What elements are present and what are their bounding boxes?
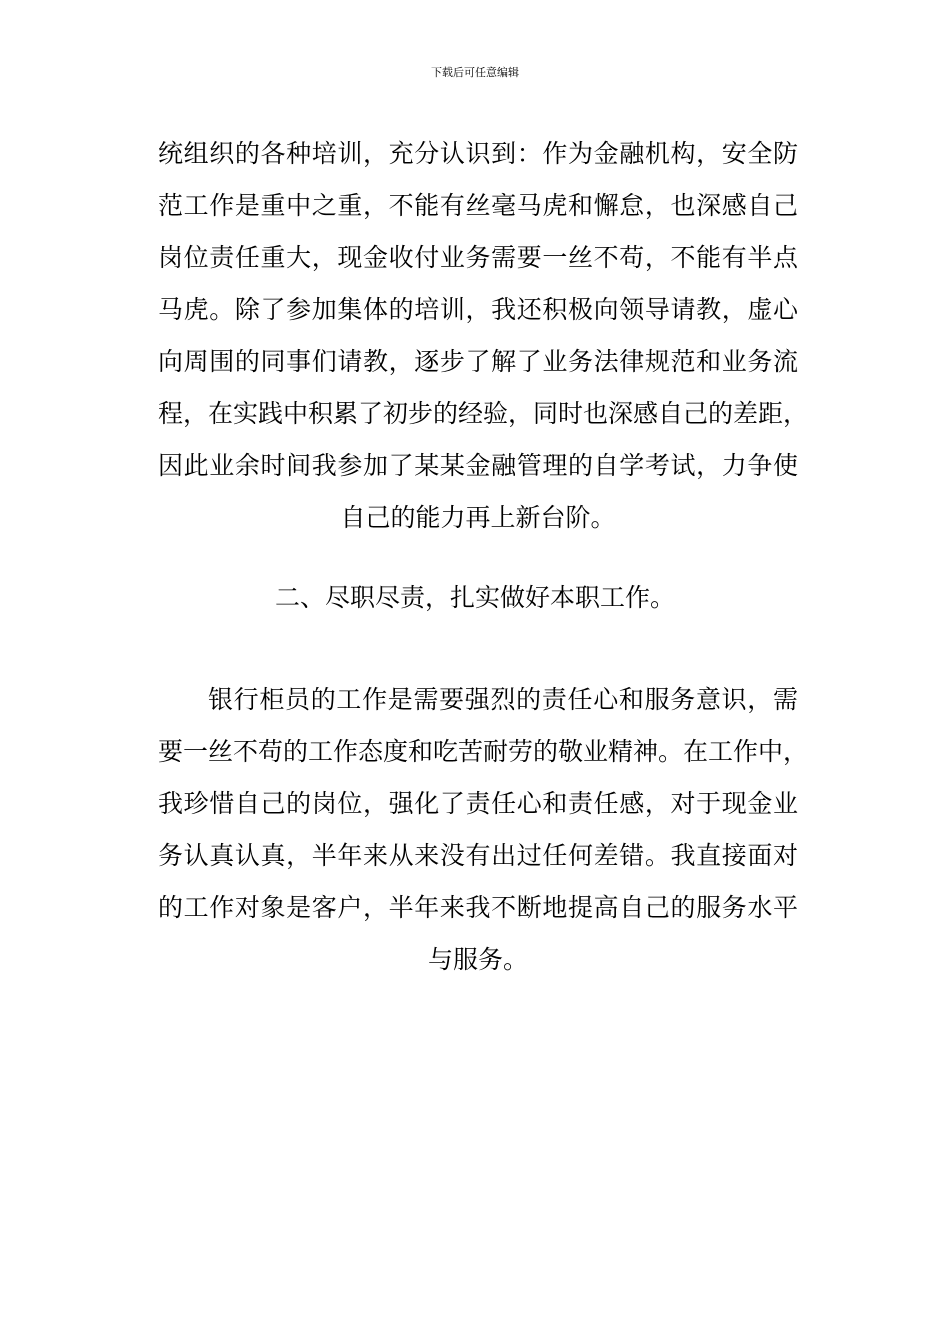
paragraph-line: 向周围的同事们请教，逐步了解了业务法律规范和业务流 xyxy=(158,347,798,376)
paragraph-line: 程，在实践中积累了初步的经验，同时也深感自己的差距， xyxy=(158,399,809,428)
page-header-note: 下载后可任意编辑 xyxy=(431,66,519,79)
paragraph-line: 马虎。除了参加集体的培训，我还积极向领导请教，虚心 xyxy=(158,295,798,324)
paragraph-training xyxy=(158,128,809,544)
paragraph-line: 岗位责任重大，现金收付业务需要一丝不苟，不能有半点 xyxy=(158,243,798,272)
paragraph-line: 统组织的各种培训，充分认识到：作为金融机构，安全防 xyxy=(158,139,798,168)
paragraph-line: 要一丝不苟的工作态度和吃苦耐劳的敬业精神。在工作中， xyxy=(158,737,809,766)
paragraph-line: 与服务。 xyxy=(427,945,528,974)
paragraph-line: 我珍惜自己的岗位，强化了责任心和责任感，对于现金业 xyxy=(158,789,798,818)
paragraph-line: 的工作对象是客户，半年来我不断地提高自己的服务水平 xyxy=(158,893,798,922)
paragraph-line: 自己的能力再上新台阶。 xyxy=(340,503,616,532)
paragraph-line: 务认真认真，半年来从来没有出过任何差错。我直接面对 xyxy=(158,841,798,870)
section-heading: 二、尽职尽责，扎实做好本职工作。 xyxy=(274,583,675,612)
paragraph-line: 范工作是重中之重，不能有丝毫马虎和懈怠，也深感自己 xyxy=(158,191,798,220)
paragraph-line: 因此业余时间我参加了某某金融管理的自学考试，力争使 xyxy=(158,451,798,480)
paragraph-line: 银行柜员的工作是需要强烈的责任心和服务意识，需 xyxy=(208,685,798,714)
paragraph-duty xyxy=(158,674,809,986)
